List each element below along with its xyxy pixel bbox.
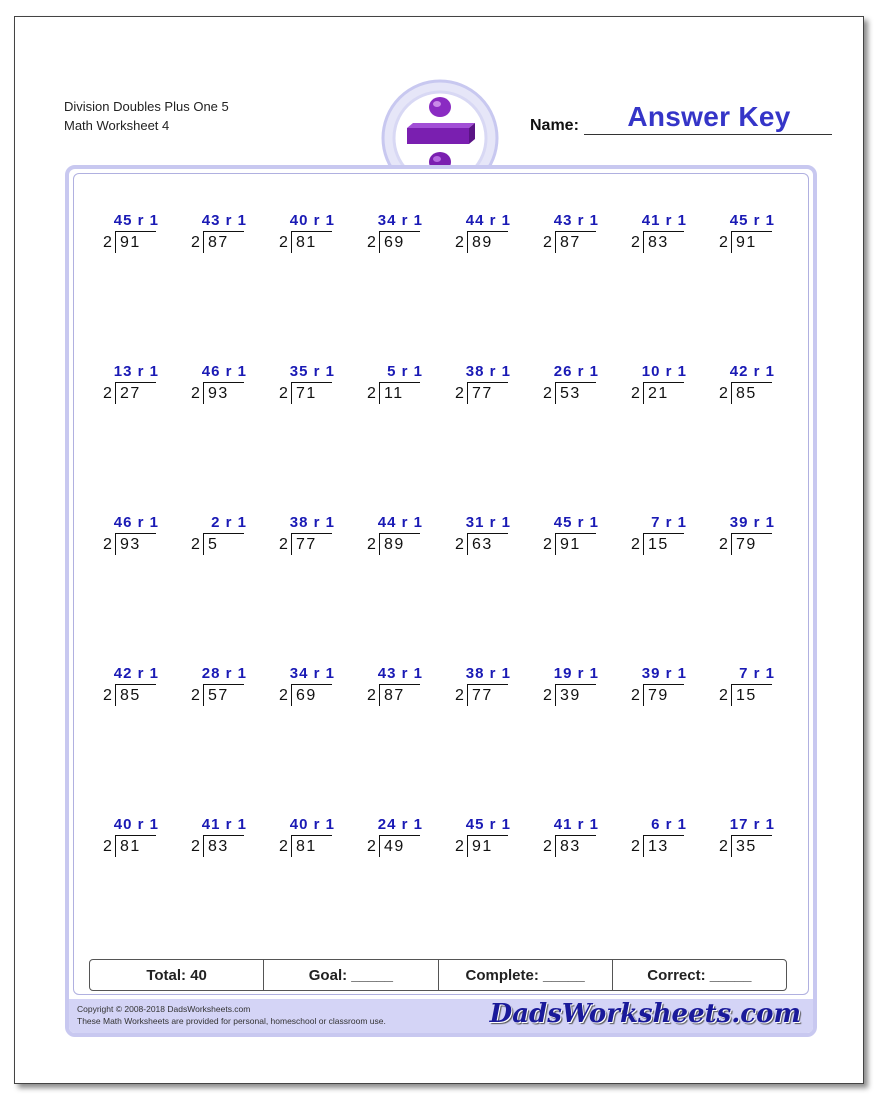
quotient-answer: 40 r 1 <box>113 816 159 833</box>
worksheet-title-block <box>64 97 229 135</box>
quotient-answer: 44 r 1 <box>377 514 423 531</box>
divisor: 2 <box>631 687 641 704</box>
divisor: 2 <box>279 687 289 704</box>
divisor: 2 <box>279 385 289 402</box>
problems-grid <box>99 213 803 933</box>
quotient-answer: 43 r 1 <box>553 212 599 229</box>
division-problem <box>363 213 451 253</box>
quotient-answer: 39 r 1 <box>729 514 775 531</box>
division-problem <box>187 364 275 404</box>
divisor: 2 <box>631 536 641 553</box>
quotient-answer: 45 r 1 <box>553 514 599 531</box>
quotient-answer: 7 r 1 <box>651 514 687 531</box>
quotient-answer: 34 r 1 <box>377 212 423 229</box>
worksheet-subtitle: Math Worksheet 4 <box>64 118 170 133</box>
dividend: 79 <box>731 533 772 555</box>
dividend: 39 <box>555 684 596 706</box>
division-problem <box>715 364 803 404</box>
dividend: 93 <box>115 533 156 555</box>
quotient-answer: 13 r 1 <box>113 363 159 380</box>
name-label: Name: <box>530 117 579 134</box>
quotient-answer: 46 r 1 <box>113 514 159 531</box>
divisor: 2 <box>103 536 113 553</box>
dividend: 77 <box>467 684 508 706</box>
divisor: 2 <box>279 838 289 855</box>
quotient-answer: 2 r 1 <box>211 514 247 531</box>
division-problem <box>99 817 187 857</box>
score-table <box>89 959 787 991</box>
division-problem <box>627 213 715 253</box>
answer-key-label: Answer Key <box>627 101 791 132</box>
dividend: 11 <box>379 382 420 404</box>
division-problem <box>627 364 715 404</box>
divisor: 2 <box>719 234 729 251</box>
divisor: 2 <box>543 536 553 553</box>
division-problem <box>451 817 539 857</box>
divisor: 2 <box>543 385 553 402</box>
divisor: 2 <box>103 838 113 855</box>
dividend: 13 <box>643 835 684 857</box>
copyright-block <box>77 1003 386 1027</box>
divisor: 2 <box>631 838 641 855</box>
divisor: 2 <box>631 385 641 402</box>
division-problem <box>275 666 363 706</box>
problems-frame <box>65 165 817 1037</box>
division-problem <box>187 515 275 555</box>
division-problem <box>451 515 539 555</box>
divisor: 2 <box>191 687 201 704</box>
dividend: 63 <box>467 533 508 555</box>
footer-bar <box>69 999 813 1033</box>
division-problem <box>627 515 715 555</box>
dividend: 91 <box>555 533 596 555</box>
divisor: 2 <box>279 536 289 553</box>
score-correct: Correct: _____ <box>647 966 752 984</box>
dividend: 91 <box>115 231 156 253</box>
quotient-answer: 41 r 1 <box>201 816 247 833</box>
division-problem <box>187 213 275 253</box>
division-problem <box>187 666 275 706</box>
division-problem <box>539 515 627 555</box>
dividend: 87 <box>379 684 420 706</box>
quotient-answer: 24 r 1 <box>377 816 423 833</box>
dividend: 85 <box>731 382 772 404</box>
division-problem <box>363 515 451 555</box>
division-problem <box>539 364 627 404</box>
dividend: 77 <box>467 382 508 404</box>
dividend: 53 <box>555 382 596 404</box>
quotient-answer: 40 r 1 <box>289 212 335 229</box>
division-problem <box>275 515 363 555</box>
quotient-answer: 45 r 1 <box>729 212 775 229</box>
dividend: 93 <box>203 382 244 404</box>
quotient-answer: 39 r 1 <box>641 665 687 682</box>
division-problem <box>99 666 187 706</box>
quotient-answer: 46 r 1 <box>201 363 247 380</box>
division-problem <box>451 364 539 404</box>
brand-logo: DadsWorksheets.com <box>489 999 801 1029</box>
divisor: 2 <box>191 536 201 553</box>
division-problem <box>363 666 451 706</box>
dividend: 49 <box>379 835 420 857</box>
quotient-answer: 42 r 1 <box>729 363 775 380</box>
divisor: 2 <box>455 536 465 553</box>
divisor: 2 <box>191 234 201 251</box>
dividend: 27 <box>115 382 156 404</box>
divisor: 2 <box>455 234 465 251</box>
dividend: 5 <box>203 533 244 555</box>
dividend: 89 <box>467 231 508 253</box>
quotient-answer: 34 r 1 <box>289 665 335 682</box>
dividend: 81 <box>291 835 332 857</box>
division-problem <box>99 364 187 404</box>
quotient-answer: 41 r 1 <box>553 816 599 833</box>
divisor: 2 <box>719 687 729 704</box>
quotient-answer: 40 r 1 <box>289 816 335 833</box>
divisor: 2 <box>367 234 377 251</box>
quotient-answer: 45 r 1 <box>113 212 159 229</box>
quotient-answer: 38 r 1 <box>465 363 511 380</box>
quotient-answer: 31 r 1 <box>465 514 511 531</box>
quotient-answer: 43 r 1 <box>201 212 247 229</box>
division-problem <box>451 666 539 706</box>
divisor: 2 <box>631 234 641 251</box>
dividend: 35 <box>731 835 772 857</box>
divisor: 2 <box>103 234 113 251</box>
quotient-answer: 38 r 1 <box>465 665 511 682</box>
division-problem <box>363 817 451 857</box>
quotient-answer: 6 r 1 <box>651 816 687 833</box>
division-problem <box>627 817 715 857</box>
dividend: 87 <box>555 231 596 253</box>
dividend: 83 <box>555 835 596 857</box>
worksheet-page <box>14 16 864 1084</box>
divisor: 2 <box>279 234 289 251</box>
dividend: 57 <box>203 684 244 706</box>
dividend: 79 <box>643 684 684 706</box>
quotient-answer: 38 r 1 <box>289 514 335 531</box>
quotient-answer: 5 r 1 <box>387 363 423 380</box>
dividend: 15 <box>731 684 772 706</box>
quotient-answer: 35 r 1 <box>289 363 335 380</box>
dividend: 81 <box>291 231 332 253</box>
dividend: 69 <box>291 684 332 706</box>
division-problem <box>451 213 539 253</box>
usage-notice: These Math Worksheets are provided for personal, homeschool or classroom use. <box>77 1016 386 1026</box>
divisor: 2 <box>191 838 201 855</box>
divisor: 2 <box>455 385 465 402</box>
quotient-answer: 10 r 1 <box>641 363 687 380</box>
quotient-answer: 26 r 1 <box>553 363 599 380</box>
division-problem <box>715 666 803 706</box>
quotient-answer: 41 r 1 <box>641 212 687 229</box>
divisor: 2 <box>367 385 377 402</box>
dividend: 77 <box>291 533 332 555</box>
quotient-answer: 43 r 1 <box>377 665 423 682</box>
divisor: 2 <box>719 536 729 553</box>
dividend: 83 <box>643 231 684 253</box>
division-problem <box>275 817 363 857</box>
dividend: 87 <box>203 231 244 253</box>
dividend: 21 <box>643 382 684 404</box>
divisor: 2 <box>103 687 113 704</box>
quotient-answer: 42 r 1 <box>113 665 159 682</box>
divisor: 2 <box>455 838 465 855</box>
division-problem <box>99 515 187 555</box>
divisor: 2 <box>367 687 377 704</box>
divisor: 2 <box>543 234 553 251</box>
division-problem <box>99 213 187 253</box>
divisor: 2 <box>103 385 113 402</box>
divisor: 2 <box>191 385 201 402</box>
quotient-answer: 45 r 1 <box>465 816 511 833</box>
quotient-answer: 17 r 1 <box>729 816 775 833</box>
division-problem <box>275 213 363 253</box>
score-complete: Complete: _____ <box>439 960 613 990</box>
dividend: 85 <box>115 684 156 706</box>
quotient-answer: 7 r 1 <box>739 665 775 682</box>
name-field <box>530 95 832 135</box>
division-problem <box>539 666 627 706</box>
dividend: 91 <box>467 835 508 857</box>
dividend: 91 <box>731 231 772 253</box>
dividend: 89 <box>379 533 420 555</box>
divisor: 2 <box>543 687 553 704</box>
dividend: 83 <box>203 835 244 857</box>
name-underline <box>584 134 832 135</box>
quotient-answer: 44 r 1 <box>465 212 511 229</box>
worksheet-title: Division Doubles Plus One 5 <box>64 99 229 114</box>
score-goal: Goal: _____ <box>264 960 438 990</box>
copyright-text: Copyright © 2008-2018 DadsWorksheets.com <box>77 1004 251 1014</box>
division-problem <box>715 213 803 253</box>
quotient-answer: 28 r 1 <box>201 665 247 682</box>
division-problem <box>363 364 451 404</box>
divisor: 2 <box>455 687 465 704</box>
division-problem <box>627 666 715 706</box>
division-problem <box>275 364 363 404</box>
dividend: 81 <box>115 835 156 857</box>
division-problem <box>715 817 803 857</box>
division-problem <box>187 817 275 857</box>
division-problem <box>539 817 627 857</box>
score-total: Total: 40 <box>90 960 264 990</box>
divisor: 2 <box>367 536 377 553</box>
divisor: 2 <box>367 838 377 855</box>
divisor: 2 <box>719 385 729 402</box>
dividend: 69 <box>379 231 420 253</box>
divisor: 2 <box>543 838 553 855</box>
division-problem <box>715 515 803 555</box>
division-problem <box>539 213 627 253</box>
quotient-answer: 19 r 1 <box>553 665 599 682</box>
divisor: 2 <box>719 838 729 855</box>
dividend: 71 <box>291 382 332 404</box>
dividend: 15 <box>643 533 684 555</box>
